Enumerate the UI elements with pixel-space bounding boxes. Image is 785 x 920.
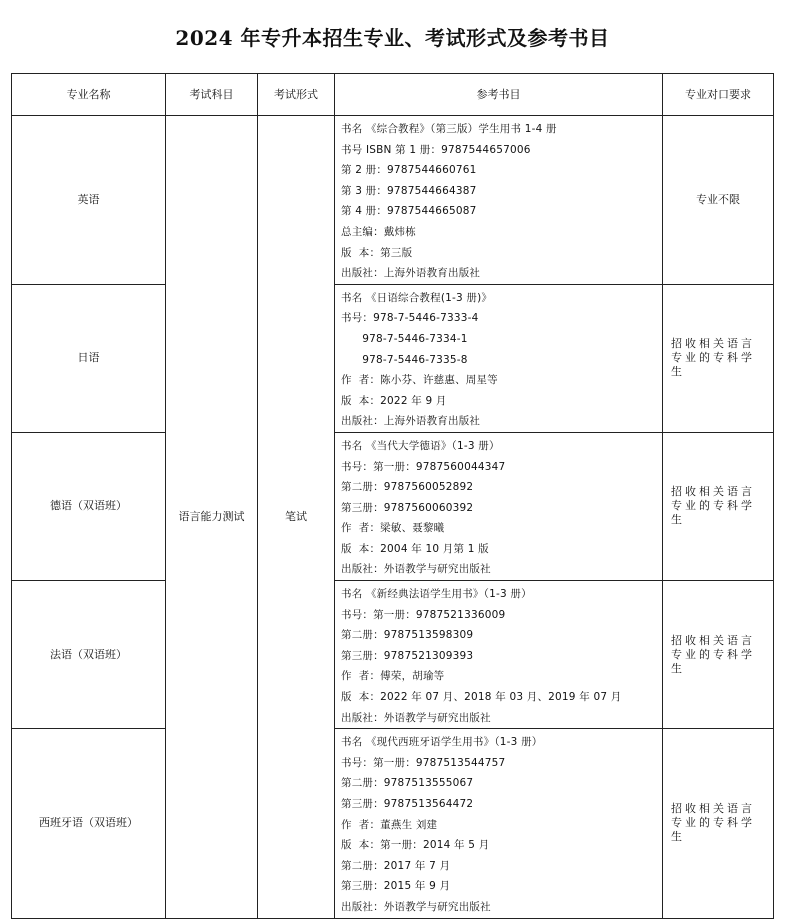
book-line: 书名 《现代西班牙语学生用书》（1-3 册） — [341, 736, 543, 749]
books-cell — [335, 116, 663, 285]
book-line: 978-7-5446-7335-8 — [341, 353, 468, 366]
major-cell: 法语（双语班） — [12, 581, 166, 729]
book-line: 出版社：外语教学与研究出版社 — [341, 563, 491, 576]
admissions-table — [11, 73, 774, 919]
table-row — [12, 432, 774, 580]
book-line: 作 者：傅荣，胡瑜等 — [341, 670, 445, 683]
book-line: 版 本：2004 年 10 月第 1 版 — [341, 542, 489, 555]
book-line: 版 本：2022 年 07 月、2018 年 03 月、2019 年 07 月 — [341, 691, 622, 704]
book-line: 书名 《日语综合教程(1-3 册)》 — [341, 291, 493, 304]
book-line: 第 4 册：9787544665087 — [341, 205, 477, 218]
book-line: 第二册：2017 年 7 月 — [341, 859, 451, 872]
requirement-cell: 招收相关语言专业的专科学生 — [663, 581, 774, 729]
requirement-cell: 招收相关语言专业的专科学生 — [663, 729, 774, 918]
table-row — [12, 284, 774, 432]
book-line: 书号：978-7-5446-7333-4 — [341, 312, 479, 325]
header-form: 考试形式 — [258, 74, 335, 116]
book-line: 书名 《当代大学德语》（1-3 册） — [341, 439, 500, 452]
major-cell: 英语 — [12, 116, 166, 285]
requirement-cell: 招收相关语言专业的专科学生 — [663, 432, 774, 580]
book-line: 第 2 册：9787544660761 — [341, 164, 477, 177]
book-line: 版 本：2022 年 9 月 — [341, 394, 447, 407]
book-line: 第三册：9787513564472 — [341, 798, 474, 810]
form-cell: 笔试 — [258, 116, 335, 919]
book-line: 书名 《新经典法语学生用书》（1-3 册） — [341, 588, 532, 601]
major-cell: 德语（双语班） — [12, 432, 166, 580]
header-requirement: 专业对口要求 — [663, 74, 774, 116]
books-cell — [335, 432, 663, 580]
requirement-cell: 专业不限 — [663, 116, 774, 285]
header-books: 参考书目 — [335, 74, 663, 116]
book-line: 书号：第一册：9787521336009 — [341, 608, 506, 621]
book-line: 978-7-5446-7334-1 — [341, 332, 468, 345]
book-line: 书号：第一册：9787513544757 — [341, 756, 506, 769]
book-line: 第二册：9787513555067 — [341, 777, 474, 790]
table-row — [12, 116, 774, 285]
books-cell — [335, 581, 663, 729]
header-row — [12, 74, 774, 116]
book-line: 第三册：9787560060392 — [341, 501, 474, 514]
book-line: 总主编：戴炜栋 — [341, 225, 416, 238]
book-line: 第 3 册：9787544664387 — [341, 184, 477, 197]
book-line: 出版社：上海外语教育出版社 — [341, 267, 481, 280]
book-line: 第二册：9787513598309 — [341, 629, 474, 642]
book-line: 出版社：上海外语教育出版社 — [341, 415, 481, 428]
book-line: 第二册：9787560052892 — [341, 481, 474, 494]
book-line: 出版社：外语教学与研究出版社 — [341, 711, 491, 724]
requirement-cell: 招收相关语言专业的专科学生 — [663, 284, 774, 432]
header-subject: 考试科目 — [166, 74, 258, 116]
book-line: 第三册：2015 年 9 月 — [341, 880, 451, 893]
book-line: 作 者：陈小芬、许慈惠、周星等 — [341, 374, 498, 387]
book-line: 出版社：外语教学与研究出版社 — [341, 900, 491, 913]
books-cell — [335, 729, 663, 918]
book-line: 作 者：梁敏、聂黎曦 — [341, 522, 445, 535]
books-cell — [335, 284, 663, 432]
major-cell: 西班牙语（双语班） — [12, 729, 166, 918]
table-row — [12, 581, 774, 729]
header-major: 专业名称 — [12, 74, 166, 116]
book-line: 第三册：9787521309393 — [341, 649, 474, 662]
subject-cell: 语言能力测试 — [166, 116, 258, 919]
book-line: 版 本：第一册：2014 年 5 月 — [341, 839, 490, 852]
book-line: 作 者：董燕生 刘建 — [341, 818, 438, 831]
book-line: 书名 《综合教程》（第三版）学生用书 1-4 册 — [341, 123, 557, 135]
book-line: 书号 ISBN 第 1 册：9787544657006 — [341, 143, 531, 156]
book-line: 版 本：第三版 — [341, 246, 413, 259]
page-title: 2024 年专升本招生专业、考试形式及参考书目 — [175, 26, 610, 50]
table-row — [12, 729, 774, 918]
book-line: 书号：第一册：9787560044347 — [341, 460, 506, 473]
major-cell: 日语 — [12, 284, 166, 432]
